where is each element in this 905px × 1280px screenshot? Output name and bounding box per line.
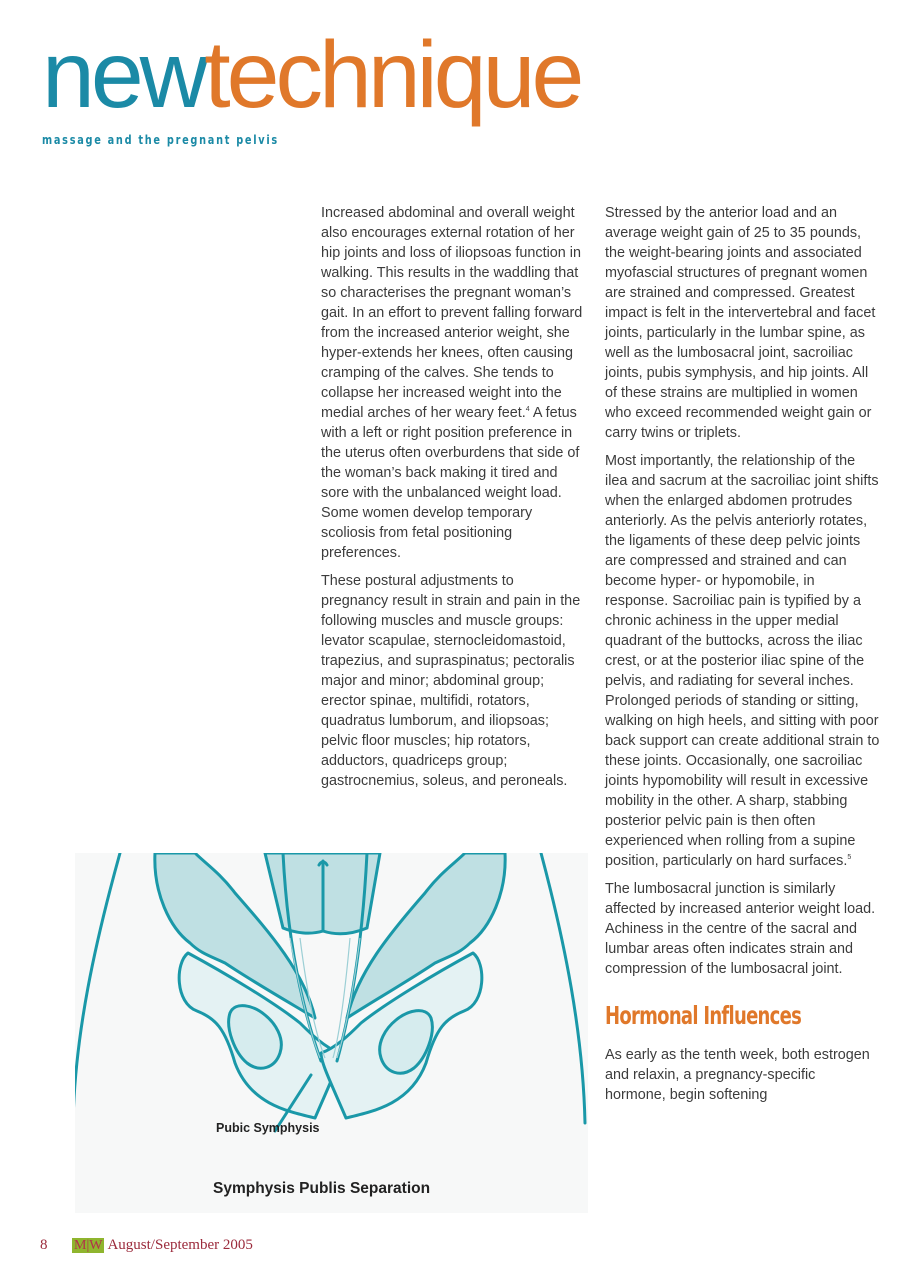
page-footer <box>40 1237 253 1254</box>
paragraph: These postural adjustments to pregnancy result in strain and pain in the following muscles and muscle groups: levator scapulae, sternocleidomastoid, trapezius, and supraspinatus; pectoralis major and minor; abdominal group; erector spinae, multifidi, rotators, quadratus lumborum, and iliopsoas; pelvic floor muscles; hip rotators, adductors, quadriceps group; gastrocnemius, soleus, and peroneals. <box>321 573 581 789</box>
paragraph <box>321 203 583 563</box>
paragraph: The lumbosacral junction is similarly affected by increased anterior weight load. Achiness in the centre of the sacral and lumbar areas often indicates strain and compression of the lumbosacral joint. <box>605 881 876 977</box>
footnote-ref: 4 <box>525 406 530 413</box>
paragraph-text: Most importantly, the relationship of the ilea and sacrum at the sacroiliac joint shifts when the enlarged abdomen protrudes anteriorly. As the pelvis anteriorly rotates, the ligaments of these deep pelvic joints are compressed and strained and can become hyper- or hypomobile, in response. Sacroiliac pain is typified by a chronic achiness in the upper medial quadrant of the buttocks, across the iliac crest, or at the posterior iliac spine of the pelvis, and radiating for several inches. Prolonged periods of standing or sitting, walking on high heels, and sitting with poor back support can create additional strain to these joints. Occasionally, one sacroiliac joints hypomobility will result in excessive mobility in the other. A sharp, stabbing posterior pelvic pain is then often experienced when rolling from a supine position, particularly on hard surfaces. <box>605 453 880 869</box>
footnote-ref: 5 <box>847 854 852 861</box>
masthead-new: new <box>42 22 205 128</box>
pelvis-illustration <box>75 853 588 1213</box>
pelvis-diagram-icon <box>75 853 588 1213</box>
paragraph: Stressed by the anterior load and an average weight gain of 25 to 35 pounds, the weight-bearing joints and associated myofascial structures of pregnant women are strained and compressed. Greatest impact is felt in the intervertebral and facet joints, particularly in the lumbar spine, as well as the lumbosacral joint, sacroiliac joints, pubis symphysis, and hip joints. All of these strains are multiplied in women who exceed recommended weight gain or carry twins or triplets. <box>605 205 876 441</box>
paragraph-text: A fetus with a left or right position preference in the uterus often overburdens that side of the woman’s back making it tired and sore with the unbalanced weight load. Some women develop temporary scoliosis from fetal positioning preferences. <box>321 405 580 561</box>
paragraph <box>605 451 880 871</box>
paragraph-text: Increased abdominal and overall weight also encourages external rotation of her hip joints and loss of iliopsoas function in walking. This results in the waddling that so characterises the pregnant woman’s gait. In an effort to prevent falling forward from the increased anterior weight, she hyper-extends her knees, often causing cramping of the calves. She tends to collapse her increased weight into the medial arches of her weary feet. <box>321 205 583 421</box>
text-column-2 <box>605 203 880 1113</box>
page-number: 8 <box>40 1237 48 1253</box>
issue-date: August/September 2005 <box>107 1237 253 1253</box>
section-kicker: massage and the pregnant pelvis <box>42 132 279 147</box>
figure-label: Pubic Symphysis <box>216 1121 320 1135</box>
figure-caption: Symphysis Publis Separation <box>213 1180 431 1197</box>
text-column-1 <box>321 203 583 799</box>
section-heading: Hormonal Influences <box>605 1001 802 1030</box>
paragraph: As early as the tenth week, both estrogen and relaxin, a pregnancy-specific hormone, begin softening <box>605 1047 870 1103</box>
masthead-title <box>42 22 581 128</box>
masthead-technique: technique <box>204 22 581 128</box>
magazine-logo: M|W <box>74 1238 103 1253</box>
